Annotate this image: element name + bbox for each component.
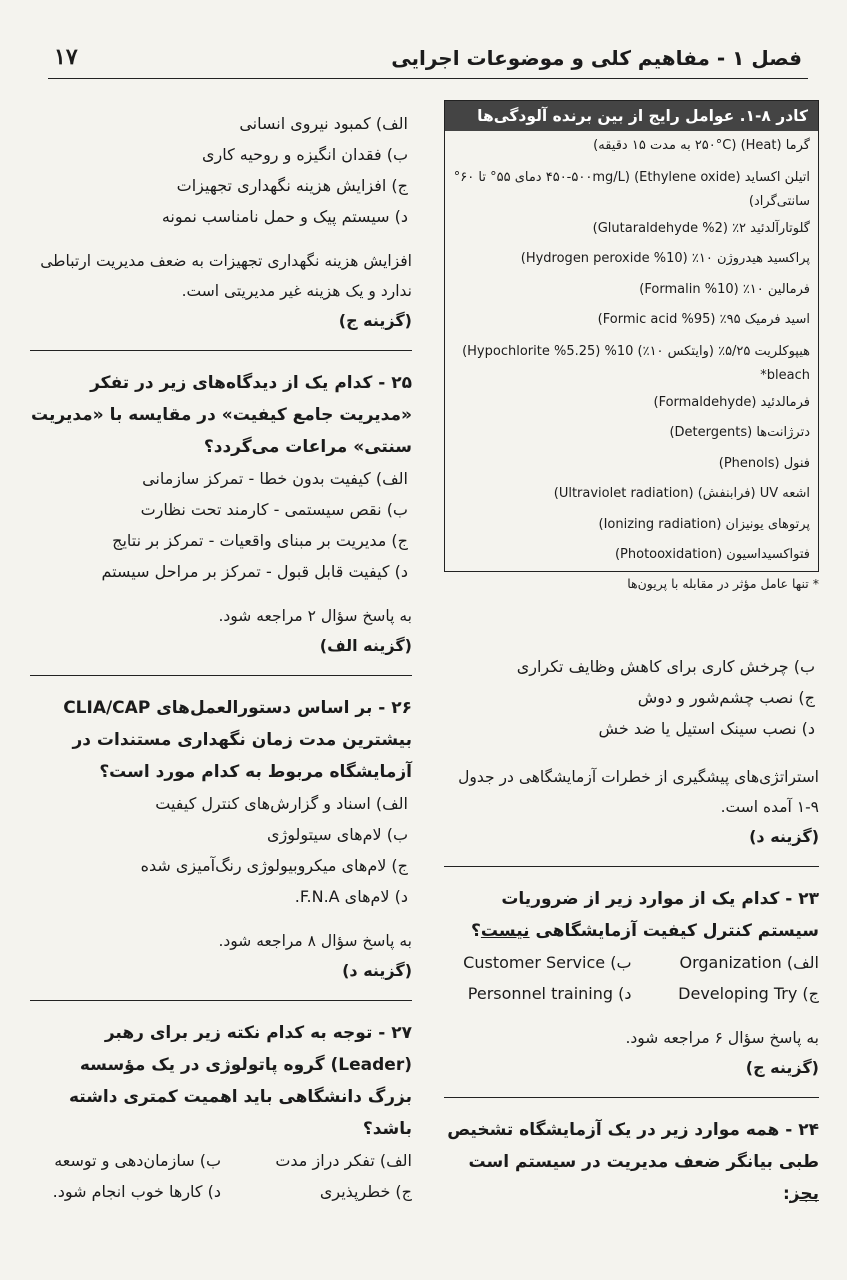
option-b: ب) نقص سیستمی - کارمند تحت نظارت (140, 500, 408, 519)
option-a: الف) تفکر دراز مدت (275, 1151, 412, 1170)
box-row: پرتوهای یونیزان (Ionizing radiation) (598, 516, 810, 532)
option-d: د) سیستم پیک و حمل نامناسب نمونه (161, 207, 408, 226)
page-header (48, 38, 808, 79)
question-26-ref: به پاسخ سؤال ۸ مراجعه شود. (218, 932, 412, 950)
answer: (گزینه ج) (338, 311, 412, 330)
question-25-answer: (گزینه الف) (319, 636, 412, 655)
box-row: دترژانت‌ها (Detergents) (669, 425, 810, 440)
question-23: ۲۳ - کدام یک از موارد زیر از ضروریات سیستم کنترل کیفیت آزمایشگاهی نیست؟ (471, 888, 819, 941)
left-column (30, 108, 412, 1207)
question-25-ref: به پاسخ سؤال ۲ مراجعه شود. (218, 607, 412, 625)
option-b: ب) لام‌های سیتولوژی (266, 825, 408, 844)
box-row: گرما (Heat) ‎(۲۵۰°C به مدت ۱۵ دقیقه) (593, 138, 810, 153)
right-column (444, 100, 819, 1210)
option-c: ج) خطرپذیری (319, 1182, 412, 1201)
option-c: ج) Developing Try (678, 983, 819, 1003)
box-title: کادر ۸-۱. عوامل رایج از بین برنده آلودگی‌ها (445, 101, 818, 131)
box-row: فرمالین ۱۰٪ (10% Formalin) (639, 281, 810, 297)
option-a: الف) کمبود نیروی انسانی (239, 114, 408, 133)
question-23-answer: (گزینه ج) (745, 1057, 819, 1077)
explanation: استراتژی‌های پیشگیری از خطرات آزمایشگاهی در جدول ۹-۱ آمده است. (458, 767, 819, 816)
question-27-options (30, 1145, 412, 1207)
option-b: ب) سازمان‌دهی و توسعه (54, 1151, 221, 1170)
option-b: ب) فقدان انگیزه و روحیه کاری (201, 145, 408, 164)
answer: (گزینه د) (749, 826, 819, 846)
option-a: الف) کیفیت بدون خطا - تمرکز سازمانی (142, 469, 408, 488)
divider (30, 1000, 412, 1001)
page-number: ۱۷ (54, 44, 78, 70)
box-row: اتیلن اکساید (Ethylene oxide) ‎(۴۵۰-۵۰۰mg/L دمای ۵۵° تا ۶۰° سانتی‌گراد) (453, 169, 810, 209)
option-d: د) کیفیت قابل قبول - تمرکز بر مراحل سیستم (101, 562, 408, 581)
question-23-options (444, 947, 819, 1009)
option-d: د) کارها خوب انجام شود. (52, 1182, 221, 1201)
box-footnote: * تنها عامل مؤثر در مقابله با پریون‌ها (627, 575, 819, 591)
box-row: فرمالدئید (Formaldehyde) (653, 394, 810, 410)
option-b: ب) Customer Service (463, 952, 632, 972)
box-row: گلوتارآلدئید ۲٪ (2% Glutaraldehyde) (592, 220, 810, 236)
question-25: ۲۵ - کدام یک از دیدگاه‌های زیر در تفکر «مدیریت جامع کیفیت» در مقایسه با «مدیریت سنتی» مراعات می‌گردد؟ (30, 373, 412, 457)
box-row: اشعه UV (فرابنفش) (Ultraviolet radiation) (553, 486, 810, 501)
box-row: اسید فرمیک ۹۵٪ (95% Formic acid) (597, 312, 810, 327)
box-row: فتواکسیداسیون (Photooxidation) (614, 547, 810, 562)
box-row: پراکسید هیدروژن ۱۰٪ (10% Hydrogen peroxide) (520, 251, 810, 266)
option-a: الف) اسناد و گزارش‌های کنترل کیفیت (155, 794, 408, 813)
option-c: ج) مدیریت بر مبنای واقعیات - تمرکز بر نتایج (112, 531, 408, 550)
box-row: هیپوکلریت ۵/۲۵٪ (وایتکس ۱۰٪) 10% (5.25% Hypochlorite) bleach* (462, 343, 810, 383)
divider (30, 675, 412, 676)
option-b: ب) چرخش کاری برای کاهش وظایف تکراری (516, 656, 815, 676)
question-23-ref: به پاسخ سؤال ۶ مراجعه شود. (625, 1028, 819, 1047)
question-26: ۲۶ - بر اساس دستورالعمل‌های CLIA/CAP بیشترین مدت زمان نگهداری مستندات در آزمایشگاه مربوط به کدام مورد است؟ (63, 698, 412, 782)
option-c: ج) نصب چشم‌شور و دوش (637, 687, 815, 707)
contaminant-box (444, 100, 819, 572)
divider (30, 350, 412, 351)
question-27: ۲۷ - توجه به کدام نکته زیر برای رهبر (Leader) گروه پاتولوژی در یک مؤسسه بزرگ دانشگاهی باید اهمیت کمتری داشته باشد؟ (68, 1023, 412, 1139)
option-d: د) نصب سینک استیل یا ضد خش (598, 718, 815, 738)
option-d: د) لام‌های F.N.A. (294, 887, 408, 906)
chapter-title: فصل ۱ - مفاهیم کلی و موضوعات اجرایی (391, 46, 802, 70)
question-24: ۲۴ - همه موارد زیر در یک آزمایشگاه تشخیص طبی بیانگر ضعف مدیریت در سیستم است بجز: (447, 1119, 819, 1204)
box-row: فنول (Phenols) (718, 455, 810, 471)
option-c: ج) افزایش هزینه نگهداری تجهیزات (176, 176, 408, 195)
explanation: افزایش هزینه نگهداری تجهیزات به ضعف مدیریت ارتباطی ندارد و یک هزینه غیر مدیریتی است. (40, 252, 412, 300)
option-a: الف) Organization (679, 952, 819, 972)
option-c: ج) لام‌های میکروبیولوژی رنگ‌آمیزی شده (140, 856, 408, 875)
divider (444, 866, 819, 867)
option-d: د) Personnel training (467, 983, 632, 1003)
divider (444, 1097, 819, 1098)
question-26-answer: (گزینه د) (342, 961, 412, 980)
